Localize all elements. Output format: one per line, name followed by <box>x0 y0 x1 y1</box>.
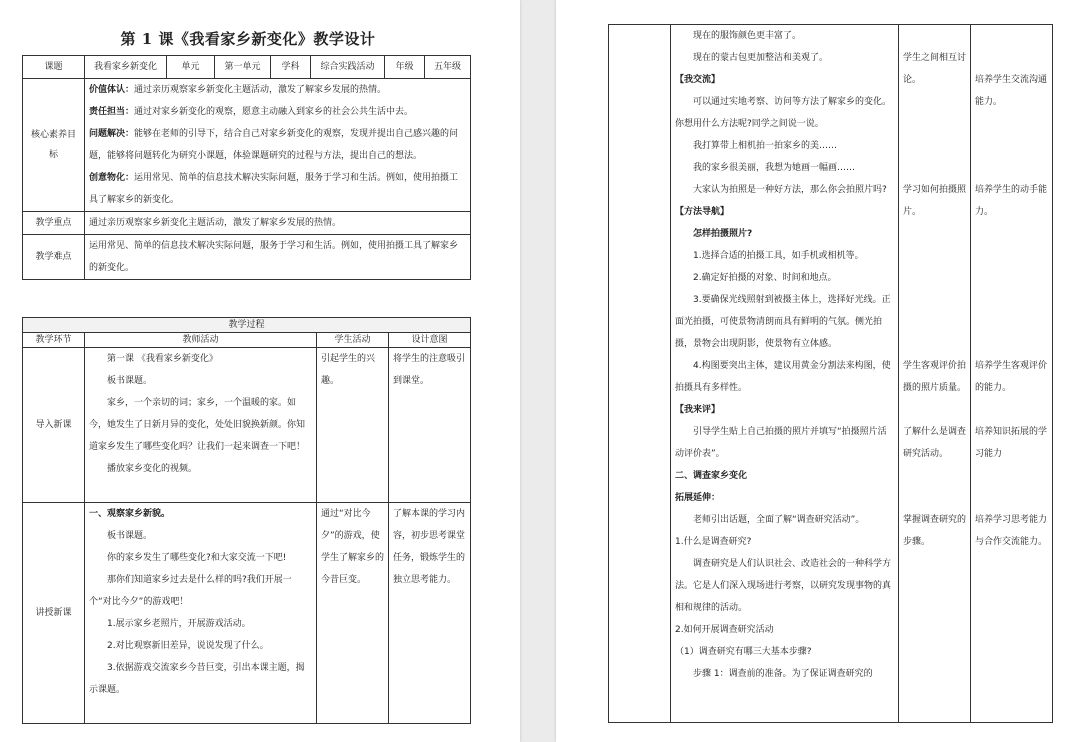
intent-note: 培养学生客观评价的能力。 <box>975 361 1048 393</box>
document-page-right <box>556 0 1080 742</box>
student-note: 掌握调查研究的步骤。 <box>903 515 967 547</box>
intent-note: 培养学生交流沟通能力。 <box>975 75 1048 107</box>
teacher-line: 2.如何开展调查研究活动 <box>675 625 774 635</box>
continued-row <box>609 25 1053 723</box>
label-topic: 课题 <box>23 56 85 79</box>
teacher-line: 现在的服饰颜色更丰富了。 <box>693 31 802 41</box>
stage-intro: 导入新课 <box>23 348 85 503</box>
value-unit: 第一单元 <box>215 56 271 79</box>
teacher-line: 4.构图要突出主体，建议用黄金分割法来构图，使拍摄具有多样性。 <box>675 361 891 393</box>
teacher-line: 1.什么是调查研究? <box>675 537 752 547</box>
key-point-label: 教学重点 <box>23 212 85 235</box>
continued-teacher-activity <box>671 25 899 723</box>
process-header-row <box>23 333 471 348</box>
teacher-line: 大家认为拍照是一种好方法，那么你会拍照片吗? <box>693 185 887 195</box>
goal-responsibility: 责任担当：通过对家乡新变化的观察，愿意主动融入到家乡的社会公共生活中去。 <box>89 107 414 117</box>
value-grade: 五年级 <box>425 56 471 79</box>
key-point-text: 通过亲历观察家乡新变化主题活动，激发了解家乡发展的热情。 <box>85 212 471 235</box>
goal-problem-solving: 问题解决：能够在老师的引导下，结合自己对家乡新变化的观察，发现并提出自己感兴趣的问题，能够将问题转化为研究小课题，体验课题研究的过程与方法，提出自己的想法。 <box>89 129 459 161</box>
process-title-row <box>23 318 471 333</box>
teacher-line: （1）调查研究有哪三大基本步骤? <box>675 647 812 657</box>
teacher-line: 2.确定好拍摄的对象、时间和地点。 <box>693 273 837 283</box>
teacher-line: 【方法导航】 <box>675 207 730 217</box>
explore-teacher-activity: 一、观察家乡新貌。 板书课题。 你的家乡发生了哪些变化?和大家交流一下吧! 那你们知道家乡过去是什么样的吗?我们开展一个“对比今夕”的游戏吧！ 1.展示家乡老照片，开展游戏活动。 2.对比观察新旧差异，说说发现了什么。 3.依据游戏交流家乡今昔巨变，引出本课主题，揭示课题。 <box>85 503 317 724</box>
teaching-process-table <box>22 317 471 724</box>
core-goals-content <box>85 79 471 212</box>
lesson-meta-row <box>23 56 471 79</box>
value-topic: 我看家乡新变化 <box>85 56 167 79</box>
teacher-line: 调查研究是人们认识社会、改造社会的一种科学方法。它是人们深入现场进行考察，以研究发现事物的真相和规律的活动。 <box>675 559 892 613</box>
teacher-line: 现在的蒙古包更加整洁和美观了。 <box>693 53 829 63</box>
student-note: 学生之间相互讨论。 <box>903 53 967 85</box>
intent-note: 培养知识拓展的学习能力 <box>975 427 1048 459</box>
label-subject: 学科 <box>271 56 311 79</box>
teacher-line: 1.选择合适的拍摄工具，如手机或相机等。 <box>693 251 864 261</box>
teacher-line: 二、调查家乡变化 <box>675 471 748 481</box>
difficulty-row <box>23 235 471 280</box>
intent-note: 培养学习思考能力与合作交流能力。 <box>975 515 1048 547</box>
intro-row <box>23 348 471 503</box>
teacher-line: 我的家乡很美丽，我想为她画一幅画…… <box>693 163 856 173</box>
stage-continued <box>609 25 671 723</box>
core-goals-label: 核心素养目标 <box>23 79 85 212</box>
intro-teacher-activity: 第一课 《我看家乡新变化》 板书课题。 家乡，一个亲切的词；家乡，一个温暖的家。如今，她发生了日新月异的变化，处处旧貌换新颜。你知道家乡发生了哪些变化吗？让我们一起来调查一下吧！ 播放家乡变化的视频。 <box>85 348 317 503</box>
difficulty-label: 教学难点 <box>23 235 85 280</box>
intro-student-activity: 引起学生的兴趣。 <box>317 348 389 503</box>
teacher-line: 老师引出话题，全面了解“调查研究活动”。 <box>693 515 865 525</box>
teacher-line: 怎样拍摄照片? <box>693 229 753 239</box>
key-point-row <box>23 212 471 235</box>
intent-note: 培养学生的动手能力。 <box>975 185 1048 217</box>
continued-student-activity <box>899 25 971 723</box>
teaching-process-table-continued <box>608 24 1053 723</box>
label-unit: 单元 <box>167 56 215 79</box>
teacher-line: 引导学生贴上自己拍摄的照片并填写“拍摄照片活动评价表”。 <box>675 427 887 459</box>
difficulty-text: 运用常见、简单的信息技术解决实际问题，服务于学习和生活。例如，使用拍摄工具了解家乡的新变化。 <box>85 235 471 280</box>
process-title: 教学过程 <box>23 318 471 333</box>
student-note: 学生客观评价拍摄的照片质量。 <box>903 361 967 393</box>
header-stage: 教学环节 <box>23 333 85 348</box>
goal-creative: 创意物化：运用常见、简单的信息技术解决实际问题，服务于学习和生活。例如，使用拍摄工具了解家乡的新变化。 <box>89 173 459 205</box>
teacher-line: 【我来评】 <box>675 405 721 415</box>
lesson-info-table <box>22 55 471 280</box>
continued-design-intent <box>971 25 1053 723</box>
teacher-line: 步骤 1：调查前的准备。为了保证调查研究的 <box>693 669 873 679</box>
explore-design-intent: 了解本课的学习内容，初步思考课堂任务，锻炼学生的独立思考能力。 <box>389 503 471 724</box>
header-teacher: 教师活动 <box>85 333 317 348</box>
goal-value: 价值体认：通过亲历观察家乡新变化主题活动，激发了解家乡发展的热情。 <box>89 85 387 95</box>
explore-student-activity: 通过“对比今夕”的游戏，使学生了解家乡的今昔巨变。 <box>317 503 389 724</box>
explore-row <box>23 503 471 724</box>
header-intent: 设计意图 <box>389 333 471 348</box>
teacher-line: 我打算带上相机拍一拍家乡的美…… <box>693 141 838 151</box>
teacher-line: 3.要确保光线照射到被摄主体上，选择好光线。正面光拍摄，可使景物清朗而具有鲜明的气氛。侧光拍摄，景物会出现阴影，使景物有立体感。 <box>675 295 891 349</box>
student-note: 了解什么是调查研究活动。 <box>903 427 967 459</box>
label-grade: 年级 <box>385 56 425 79</box>
value-subject: 综合实践活动 <box>311 56 385 79</box>
teacher-line: 【我交流】 <box>675 75 721 85</box>
document-title: 第 1 课《我看家乡新变化》教学设计 <box>120 30 376 48</box>
core-goals-row <box>23 79 471 212</box>
intro-design-intent: 将学生的注意吸引到课堂。 <box>389 348 471 503</box>
teacher-line: 可以通过实地考察、访问等方法了解家乡的变化。你想用什么方法呢?同学之间说一说。 <box>675 97 892 129</box>
stage-explore: 讲授新课 <box>23 503 85 724</box>
document-page-left <box>0 0 520 742</box>
teacher-line: 拓展延伸： <box>675 493 721 503</box>
student-note: 学习如何拍摄照片。 <box>903 185 967 217</box>
header-student: 学生活动 <box>317 333 389 348</box>
